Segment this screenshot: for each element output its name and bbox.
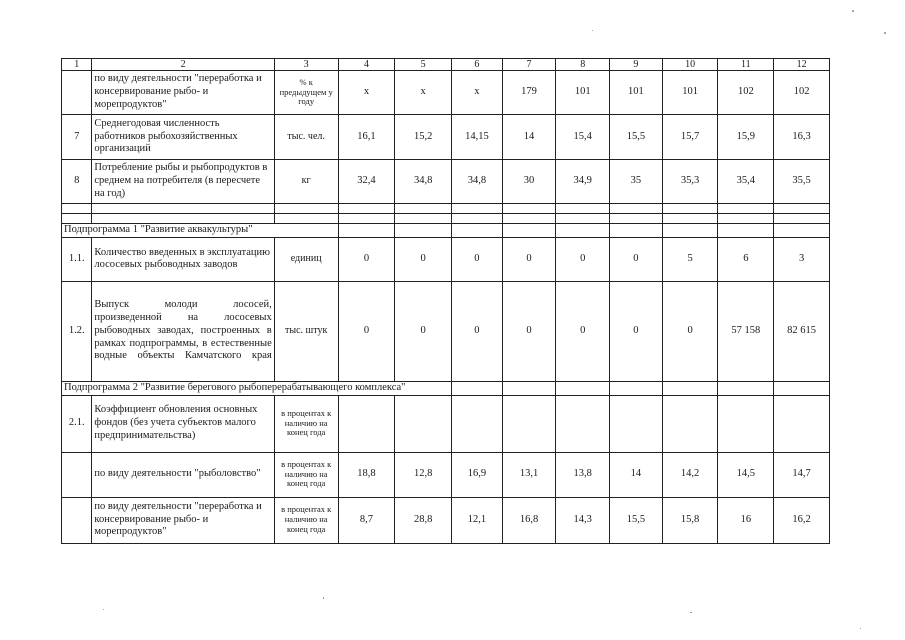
value-cell: 3 xyxy=(774,237,830,281)
value-cell: х xyxy=(338,71,395,115)
value-cell: 14,2 xyxy=(662,452,718,497)
value-cell: 34,9 xyxy=(556,160,610,204)
value-cell xyxy=(662,395,718,452)
value-cell: 6 xyxy=(718,237,774,281)
unit-cell: в процентах к наличию на конец года xyxy=(274,395,338,452)
value-cell xyxy=(718,395,774,452)
value-cell: 34,8 xyxy=(395,160,452,204)
value-cell: 30 xyxy=(502,160,556,204)
value-cell: 102 xyxy=(774,71,830,115)
value-cell: 15,5 xyxy=(610,115,663,160)
value-cell: х xyxy=(452,71,503,115)
value-cell: 0 xyxy=(502,237,556,281)
scan-speck xyxy=(323,597,324,599)
value-cell: 34,8 xyxy=(452,160,503,204)
value-cell: 12,8 xyxy=(395,452,452,497)
value-cell: 0 xyxy=(395,281,452,381)
value-cell: 16,2 xyxy=(774,497,830,543)
indicators-table xyxy=(61,58,830,544)
table-row xyxy=(62,281,830,381)
scan-speck xyxy=(592,30,593,31)
value-cell: 15,2 xyxy=(395,115,452,160)
value-cell xyxy=(502,395,556,452)
value-cell: 82 615 xyxy=(774,281,830,381)
column-number: 7 xyxy=(502,59,556,71)
value-cell: 101 xyxy=(662,71,718,115)
column-number: 5 xyxy=(395,59,452,71)
table-row xyxy=(62,115,830,160)
value-cell: 0 xyxy=(452,281,503,381)
row-number xyxy=(62,71,92,115)
value-cell: 0 xyxy=(556,281,610,381)
value-cell: 0 xyxy=(610,281,663,381)
scan-speck xyxy=(690,612,692,613)
column-number: 8 xyxy=(556,59,610,71)
scan-speck xyxy=(103,609,104,610)
indicator-name: Количество введенных в эксплуатацию лососевых рыбоводных заводов xyxy=(92,237,274,281)
scan-speck xyxy=(852,10,854,12)
value-cell: 13,8 xyxy=(556,452,610,497)
value-cell: 35,3 xyxy=(662,160,718,204)
row-number: 2.1. xyxy=(62,395,92,452)
column-number: 11 xyxy=(718,59,774,71)
value-cell: 16,3 xyxy=(774,115,830,160)
value-cell: 16 xyxy=(718,497,774,543)
value-cell xyxy=(395,395,452,452)
table-row xyxy=(62,497,830,543)
value-cell: 14 xyxy=(610,452,663,497)
unit-cell: в процентах к наличию на конец года xyxy=(274,497,338,543)
value-cell: 8,7 xyxy=(338,497,395,543)
value-cell xyxy=(338,395,395,452)
column-number: 6 xyxy=(452,59,503,71)
row-number: 8 xyxy=(62,160,92,204)
unit-cell: кг xyxy=(274,160,338,204)
value-cell: 15,7 xyxy=(662,115,718,160)
value-cell: 15,9 xyxy=(718,115,774,160)
value-cell: 12,1 xyxy=(452,497,503,543)
indicator-name: Выпуск молоди лососей, произведенной на лососевых рыбоводных заводах, построенных в рамках подпрограммы, в естественные водные объекты Камчатского края xyxy=(92,281,274,381)
unit-cell: тыс. чел. xyxy=(274,115,338,160)
value-cell: 15,8 xyxy=(662,497,718,543)
row-number: 7 xyxy=(62,115,92,160)
unit-cell: в процентах к наличию на конец года xyxy=(274,452,338,497)
subprogram-title: Подпрограмма 2 "Развитие берегового рыбоперерабатывающего комплекса" xyxy=(62,381,452,395)
value-cell: 14,15 xyxy=(452,115,503,160)
subprogram-row xyxy=(62,224,830,238)
value-cell: 15,5 xyxy=(610,497,663,543)
indicator-name: Среднегодовая численность работников рыбохозяйственных организаций xyxy=(92,115,274,160)
column-number: 1 xyxy=(62,59,92,71)
value-cell: 179 xyxy=(502,71,556,115)
value-cell: 18,8 xyxy=(338,452,395,497)
value-cell: 0 xyxy=(662,281,718,381)
table-row xyxy=(62,71,830,115)
value-cell: 102 xyxy=(718,71,774,115)
value-cell xyxy=(610,395,663,452)
scan-speck xyxy=(860,628,861,629)
unit-cell: тыс. штук xyxy=(274,281,338,381)
subprogram-title: Подпрограмма 1 "Развитие аквакультуры" xyxy=(62,224,339,238)
column-number-row xyxy=(62,59,830,71)
value-cell: 14,3 xyxy=(556,497,610,543)
unit-cell: % к предыдущем у году xyxy=(274,71,338,115)
value-cell: 13,1 xyxy=(502,452,556,497)
empty-row xyxy=(62,214,830,224)
subprogram-row xyxy=(62,381,830,395)
table-row xyxy=(62,395,830,452)
value-cell: 101 xyxy=(556,71,610,115)
value-cell: 15,4 xyxy=(556,115,610,160)
value-cell: х xyxy=(395,71,452,115)
column-number: 2 xyxy=(92,59,274,71)
value-cell: 32,4 xyxy=(338,160,395,204)
value-cell: 5 xyxy=(662,237,718,281)
value-cell: 57 158 xyxy=(718,281,774,381)
value-cell: 35,4 xyxy=(718,160,774,204)
value-cell: 35 xyxy=(610,160,663,204)
value-cell: 0 xyxy=(395,237,452,281)
value-cell: 14 xyxy=(502,115,556,160)
value-cell: 14,5 xyxy=(718,452,774,497)
value-cell: 16,8 xyxy=(502,497,556,543)
value-cell: 0 xyxy=(338,237,395,281)
row-number xyxy=(62,452,92,497)
value-cell: 35,5 xyxy=(774,160,830,204)
table-row xyxy=(62,452,830,497)
indicator-name: по виду деятельности "переработка и консервирование рыбо- и морепродуктов" xyxy=(92,71,274,115)
column-number: 3 xyxy=(274,59,338,71)
value-cell xyxy=(556,395,610,452)
value-cell: 14,7 xyxy=(774,452,830,497)
unit-cell: единиц xyxy=(274,237,338,281)
column-number: 10 xyxy=(662,59,718,71)
value-cell: 16,1 xyxy=(338,115,395,160)
empty-row xyxy=(62,204,830,214)
row-number: 1.2. xyxy=(62,281,92,381)
value-cell: 0 xyxy=(556,237,610,281)
column-number: 12 xyxy=(774,59,830,71)
value-cell: 101 xyxy=(610,71,663,115)
indicator-name: по виду деятельности "рыболовство" xyxy=(92,452,274,497)
row-number: 1.1. xyxy=(62,237,92,281)
value-cell xyxy=(774,395,830,452)
value-cell: 28,8 xyxy=(395,497,452,543)
column-number: 9 xyxy=(610,59,663,71)
value-cell xyxy=(452,395,503,452)
value-cell: 16,9 xyxy=(452,452,503,497)
table-row xyxy=(62,237,830,281)
value-cell: 0 xyxy=(610,237,663,281)
table-row xyxy=(62,160,830,204)
indicator-name: Потребление рыбы и рыбопродуктов в среднем на потребителя (в пересчете на год) xyxy=(92,160,274,204)
value-cell: 0 xyxy=(502,281,556,381)
row-number xyxy=(62,497,92,543)
value-cell: 0 xyxy=(338,281,395,381)
indicator-name: по виду деятельности "переработка и консервирование рыбо- и морепродуктов" xyxy=(92,497,274,543)
scan-speck xyxy=(884,32,886,34)
value-cell: 0 xyxy=(452,237,503,281)
indicator-name: Коэффициент обновления основных фондов (без учета субъектов малого предпринимательства) xyxy=(92,395,274,452)
column-number: 4 xyxy=(338,59,395,71)
